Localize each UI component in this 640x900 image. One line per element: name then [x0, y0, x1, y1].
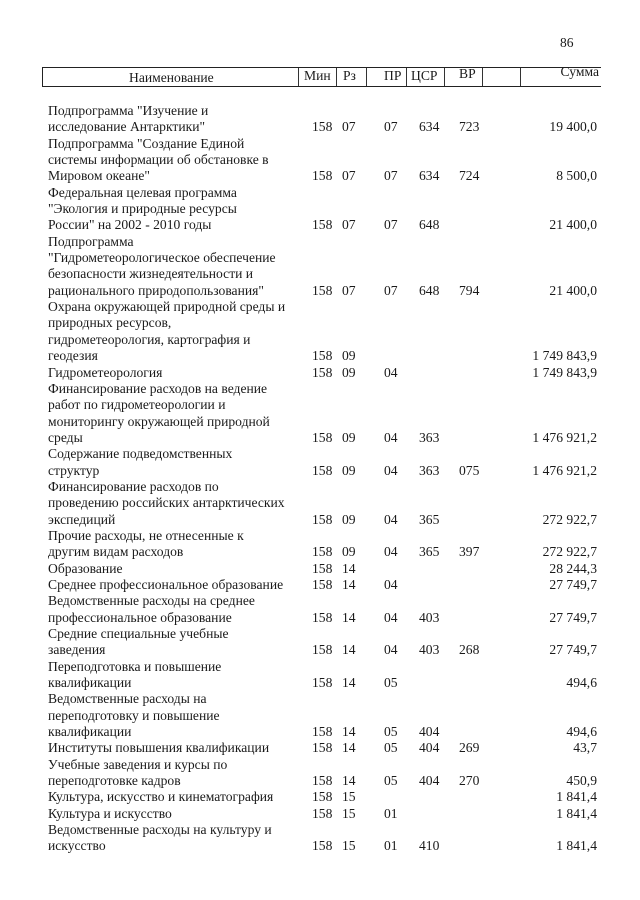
cell-vr: 724 [459, 168, 480, 184]
cell-min: 158 [312, 119, 333, 135]
header-name: Наименование [129, 70, 214, 85]
cell-min: 158 [312, 675, 333, 691]
cell-name: Образование [48, 560, 123, 576]
table-row [48, 561, 600, 577]
table-row [48, 136, 600, 185]
cell-rz: 14 [342, 609, 356, 625]
cell-min: 158 [312, 364, 333, 380]
cell-csr: 365 [419, 511, 440, 527]
cell-pr: 04 [384, 609, 398, 625]
cell-csr: 363 [419, 462, 440, 478]
cell-csr: 403 [419, 609, 440, 625]
cell-sum: 28 244,3 [549, 560, 597, 576]
table-row [48, 299, 600, 364]
cell-sum: 1 841,4 [556, 789, 597, 805]
cell-vr: 269 [459, 740, 480, 756]
cell-rz: 07 [342, 168, 356, 184]
table-row [48, 577, 600, 593]
cell-min: 158 [312, 609, 333, 625]
table-row [48, 789, 600, 805]
cell-rz: 09 [342, 511, 356, 527]
cell-csr: 634 [419, 168, 440, 184]
cell-min: 158 [312, 282, 333, 298]
cell-min: 158 [312, 511, 333, 527]
cell-sum: 27 749,7 [549, 609, 597, 625]
cell-name: Ведомственные расходы на среднее профессиональное образование [48, 593, 255, 625]
cell-csr: 403 [419, 642, 440, 658]
header-rz: Рз [343, 68, 356, 83]
cell-sum: 19 400,0 [549, 119, 597, 135]
cell-vr: 794 [459, 282, 480, 298]
cell-sum: 1 841,4 [556, 838, 597, 854]
cell-name: Подпрограмма "Изучение и исследование Антарктики" [48, 103, 209, 135]
cell-min: 158 [312, 462, 333, 478]
cell-name: Содержание подведомственных структур [48, 446, 233, 478]
cell-name: Финансирование расходов на ведение работ по гидрометеорологии и мониторингу окружающей природной среды [48, 380, 270, 445]
table-row [48, 691, 600, 740]
cell-rz: 09 [342, 429, 356, 445]
cell-rz: 15 [342, 805, 356, 821]
cell-vr: 270 [459, 773, 480, 789]
table-row [48, 740, 600, 756]
table-row [48, 365, 600, 381]
table-row [48, 234, 600, 299]
cell-rz: 14 [342, 724, 356, 740]
cell-csr: 648 [419, 217, 440, 233]
cell-rz: 09 [342, 364, 356, 380]
cell-vr: 075 [459, 462, 480, 478]
cell-sum: 272 922,7 [542, 511, 597, 527]
cell-pr: 05 [384, 724, 398, 740]
cell-pr: 01 [384, 805, 398, 821]
header-csr: ЦСР [411, 68, 438, 83]
cell-csr: 648 [419, 282, 440, 298]
table-row [48, 185, 600, 234]
cell-rz: 14 [342, 642, 356, 658]
cell-sum: 1 749 843,9 [532, 348, 597, 364]
cell-pr: 04 [384, 429, 398, 445]
cell-min: 158 [312, 773, 333, 789]
cell-sum: 494,6 [566, 675, 597, 691]
cell-rz: 15 [342, 789, 356, 805]
table-row [48, 528, 600, 561]
cell-min: 158 [312, 544, 333, 560]
cell-sum: 8 500,0 [556, 168, 597, 184]
cell-name: Институты повышения квалификации [48, 740, 270, 756]
cell-min: 158 [312, 560, 333, 576]
header-sum: Сумма [560, 64, 599, 79]
header-pr: ПР [384, 68, 402, 83]
cell-name: Охрана окружающей природной среды и природных ресурсов, гидрометеорология, картография и геодезия [48, 299, 286, 364]
cell-vr: 723 [459, 119, 480, 135]
table-row [48, 446, 600, 479]
cell-min: 158 [312, 724, 333, 740]
cell-rz: 14 [342, 576, 356, 592]
cell-sum: 21 400,0 [549, 282, 597, 298]
cell-csr: 404 [419, 724, 440, 740]
cell-min: 158 [312, 789, 333, 805]
cell-sum: 1 841,4 [556, 805, 597, 821]
cell-pr: 07 [384, 217, 398, 233]
cell-name: Подпрограмма "Гидрометеорологическое обеспечение безопасности жизнедеятельности и рационального природопользования" [48, 233, 276, 298]
cell-name: Гидрометеорология [48, 364, 163, 380]
cell-min: 158 [312, 740, 333, 756]
cell-sum: 21 400,0 [549, 217, 597, 233]
cell-pr: 04 [384, 364, 398, 380]
table-row [48, 381, 600, 446]
cell-min: 158 [312, 805, 333, 821]
table-body [48, 103, 600, 855]
cell-min: 158 [312, 348, 333, 364]
cell-pr: 07 [384, 168, 398, 184]
table-header [42, 64, 601, 87]
cell-rz: 14 [342, 773, 356, 789]
cell-name: Ведомственные расходы на культуру и искусство [48, 822, 272, 854]
cell-min: 158 [312, 576, 333, 592]
cell-rz: 07 [342, 282, 356, 298]
cell-pr: 04 [384, 544, 398, 560]
cell-pr: 04 [384, 511, 398, 527]
table-row [48, 659, 600, 692]
page-number: 86 [560, 35, 574, 50]
cell-vr: 268 [459, 642, 480, 658]
cell-rz: 09 [342, 348, 356, 364]
table-row [48, 626, 600, 659]
cell-pr: 01 [384, 838, 398, 854]
cell-csr: 404 [419, 740, 440, 756]
table-row [48, 103, 600, 136]
cell-csr: 410 [419, 838, 440, 854]
cell-rz: 07 [342, 217, 356, 233]
cell-name: Учебные заведения и курсы по переподготовке кадров [48, 756, 228, 789]
cell-name: Культура, искусство и кинематография [48, 789, 274, 805]
cell-sum: 272 922,7 [542, 544, 597, 560]
cell-pr: 07 [384, 119, 398, 135]
cell-csr: 404 [419, 773, 440, 789]
cell-name: Средние специальные учебные заведения [48, 626, 229, 658]
cell-min: 158 [312, 217, 333, 233]
cell-sum: 450,9 [566, 773, 597, 789]
table-row [48, 822, 600, 855]
cell-name: Федеральная целевая программа "Экология и природные ресурсы России" на 2002 - 2010 годы [48, 184, 237, 233]
cell-name: Ведомственные расходы на переподготовку и повышение квалификации [48, 691, 220, 740]
cell-pr: 05 [384, 675, 398, 691]
cell-sum: 43,7 [573, 740, 597, 756]
cell-name: Подпрограмма "Создание Единой системы информации об обстановке в Мировом океане" [48, 135, 269, 184]
table-row [48, 806, 600, 822]
cell-rz: 14 [342, 560, 356, 576]
cell-sum: 1 476 921,2 [532, 462, 597, 478]
table-row [48, 593, 600, 626]
cell-name: Финансирование расходов по проведению российских антарктических экспедиций [48, 478, 285, 527]
cell-rz: 09 [342, 462, 356, 478]
cell-rz: 07 [342, 119, 356, 135]
cell-pr: 04 [384, 462, 398, 478]
cell-sum: 1 749 843,9 [532, 364, 597, 380]
cell-sum: 27 749,7 [549, 642, 597, 658]
cell-csr: 363 [419, 429, 440, 445]
header-min: Мин [304, 68, 331, 83]
cell-min: 158 [312, 429, 333, 445]
cell-csr: 365 [419, 544, 440, 560]
cell-min: 158 [312, 838, 333, 854]
cell-vr: 397 [459, 544, 480, 560]
cell-rz: 14 [342, 675, 356, 691]
cell-pr: 05 [384, 773, 398, 789]
cell-pr: 07 [384, 282, 398, 298]
cell-name: Прочие расходы, не отнесенные к другим видам расходов [48, 527, 244, 560]
cell-rz: 14 [342, 740, 356, 756]
header-vr: ВР [459, 66, 476, 81]
cell-name: Переподготовка и повышение квалификации [48, 658, 222, 691]
cell-rz: 09 [342, 544, 356, 560]
cell-name: Среднее профессиональное образование [48, 576, 284, 592]
cell-pr: 05 [384, 740, 398, 756]
cell-csr: 634 [419, 119, 440, 135]
cell-rz: 15 [342, 838, 356, 854]
cell-sum: 494,6 [566, 724, 597, 740]
cell-sum: 1 476 921,2 [532, 429, 597, 445]
cell-pr: 04 [384, 642, 398, 658]
cell-pr: 04 [384, 576, 398, 592]
cell-min: 158 [312, 642, 333, 658]
table-row [48, 479, 600, 528]
cell-sum: 27 749,7 [549, 576, 597, 592]
table-row [48, 757, 600, 790]
cell-name: Культура и искусство [48, 805, 172, 821]
cell-min: 158 [312, 168, 333, 184]
